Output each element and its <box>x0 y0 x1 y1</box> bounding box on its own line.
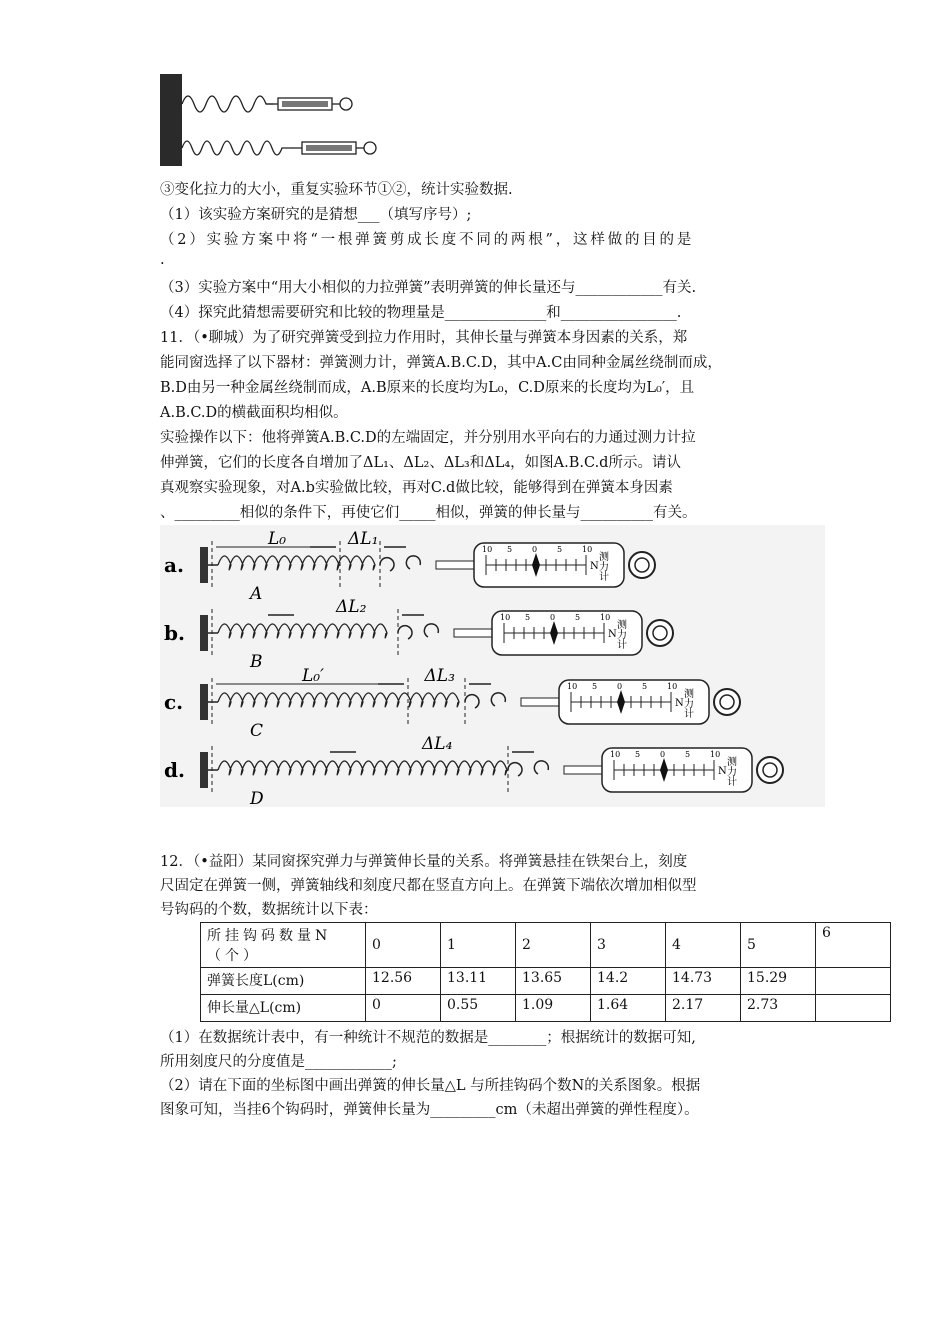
table-cell: 1.09 <box>516 995 591 1022</box>
meter-scale-label: 10 <box>582 545 593 554</box>
q11-line: A.B.C.D的横截面积均相似。 <box>160 405 348 421</box>
meter-rod <box>564 766 602 774</box>
q12-line: 号钩码的个数，数据统计以下表： <box>160 902 378 918</box>
spring-row <box>164 597 673 672</box>
meter-unit-label: N <box>590 561 599 572</box>
meter-scale-label: 10 <box>667 682 678 691</box>
spring-row <box>164 529 655 604</box>
table-cell: 4 <box>666 923 741 968</box>
q12-subquestion-line: 图象可知，当挂6个钩码时，弹簧伸长量为_________cm（未超出弹簧的弹性程度）。 <box>160 1102 699 1118</box>
table-cell: 2.73 <box>741 995 816 1022</box>
wall <box>200 752 208 788</box>
table-cell <box>816 995 891 1022</box>
spring-letter-label: B <box>250 652 263 672</box>
table-row <box>201 968 891 995</box>
q12-subquestion-line: （1）在数据统计表中，有一种统计不规范的数据是________；根据统计的数据可知, <box>160 1030 696 1046</box>
meter-scale-label: 10 <box>710 750 721 759</box>
table-cell: 0.55 <box>441 995 516 1022</box>
row-tag-label: b. <box>164 621 185 645</box>
meter-scale-label: 5 <box>525 613 531 622</box>
q11-line: 能同窗选择了以下器材：弹簧测力计，弹簧A.B.C.D，其中A.C由同种金属丝绕制而成， <box>160 355 722 371</box>
meter-scale-label: 10 <box>610 750 621 759</box>
delta-length-label: ΔL₁ <box>348 529 379 549</box>
spring-letter-label: C <box>250 721 264 741</box>
hook <box>508 761 548 776</box>
meter-label: 测力计 <box>724 756 736 786</box>
hook <box>398 624 438 639</box>
spring-letter-label: A <box>250 584 263 604</box>
meter-unit-label: N <box>675 698 684 709</box>
table-head-cell: 弹簧长度L(cm) <box>201 968 366 995</box>
table-cell: 6 <box>816 923 891 968</box>
q12-line: 尺固定在弹簧一侧，弹簧轴线和刻度尺都在竖直方向上。在弹簧下端依次增加相似型 <box>160 878 697 894</box>
top-spring-illustration <box>160 74 380 170</box>
table-cell: 1.64 <box>591 995 666 1022</box>
meter-label: 测力计 <box>614 619 626 649</box>
text-line: （3）实验方案中“用大小相似的力拉弹簧”表明弹簧的伸长量还与____________有关. <box>160 280 697 296</box>
table-cell: 13.65 <box>516 968 591 995</box>
meter-scale-label: 5 <box>685 750 691 759</box>
meter-scale-label: 10 <box>600 613 611 622</box>
table-cell: 13.11 <box>441 968 516 995</box>
q12-subquestion-line: （2）请在下面的坐标图中画出弹簧的伸长量△L 与所挂钩码个数N的关系图象。根据 <box>160 1078 701 1094</box>
table-cell: 15.29 <box>741 968 816 995</box>
table-cell: 2 <box>516 923 591 968</box>
text-line: . <box>160 252 165 268</box>
q11-line: B.D由另一种金属丝绕制而成，A.B原来的长度均为L₀，C.D原来的长度均为L₀′，且 <box>160 380 695 396</box>
table-head-cell: 所挂钩码数量N（个） <box>201 923 366 968</box>
meter-scale-label: 5 <box>575 613 581 622</box>
table-cell: 2.17 <box>666 995 741 1022</box>
meter-scale-label: 5 <box>507 545 513 554</box>
meter-scale-label: 5 <box>557 545 563 554</box>
q11-line: 真观察实验现象，对A.b实验做比较，再对C.d做比较，能够得到在弹簧本身因素 <box>160 480 673 496</box>
row-tag-label: d. <box>164 758 185 782</box>
spring-coil <box>218 761 507 775</box>
spring-coil <box>218 624 387 638</box>
q12-line: 12．（•益阳）某同窗探究弹力与弹簧伸长量的关系。将弹簧悬挂在铁架台上，刻度 <box>160 854 688 870</box>
meter-scale-label: 0 <box>532 545 538 554</box>
meter-scale-label: 10 <box>482 545 493 554</box>
meter-scale-label: 0 <box>550 613 556 622</box>
q11-line: 、_________相似的条件下，再使它们_____相似，弹簧的伸长量与__________有关。 <box>160 505 697 521</box>
q11-line: 伸弹簧，它们的长度各自增加了ΔL₁、ΔL₂、ΔL₃和ΔL₄，如图A.B.C.d所示。请认 <box>160 455 681 471</box>
table-cell: 12.56 <box>366 968 441 995</box>
meter-scale-label: 10 <box>567 682 578 691</box>
table-cell <box>816 968 891 995</box>
row-tag-label: a. <box>164 553 184 577</box>
meter-scale-label: 5 <box>642 682 648 691</box>
spring-coil <box>218 556 375 570</box>
wall <box>200 684 208 720</box>
row-tag-label: c. <box>164 690 184 714</box>
meter-rod <box>521 698 559 706</box>
meter-scale-label: 5 <box>592 682 598 691</box>
spring-row <box>164 734 783 807</box>
table-head-cell: 伸长量△L(cm) <box>201 995 366 1022</box>
delta-length-label: ΔL₂ <box>336 597 367 617</box>
q12-subquestion-line: 所用刻度尺的分度值是____________; <box>160 1054 397 1070</box>
text-line: （2）实验方案中将“一根弹簧剪成长度不同的两根”，这样做的目的是 <box>160 232 695 248</box>
meter-scale-label: 0 <box>617 682 623 691</box>
table-cell: 0 <box>366 923 441 968</box>
q11-line: 11．（•聊城）为了研究弹簧受到拉力作用时，其伸长量与弹簧本身因素的关系，郑 <box>160 330 688 346</box>
meter-rod <box>454 629 492 637</box>
table-cell: 0 <box>366 995 441 1022</box>
hook <box>465 693 505 708</box>
table-cell: 14.2 <box>591 968 666 995</box>
delta-length-label: ΔL₃ <box>424 666 455 686</box>
meter-scale-label: 10 <box>500 613 511 622</box>
spring-letter-label: D <box>250 789 264 807</box>
meter-scale-label: 5 <box>635 750 641 759</box>
text-line: ③变化拉力的大小，重复实验环节①②，统计实验数据. <box>160 182 513 198</box>
meter-label: 测力计 <box>596 551 608 581</box>
original-length-label: L₀ <box>268 529 287 549</box>
hook <box>380 556 420 571</box>
data-table <box>200 922 891 1022</box>
text-line: （1）该实验方案研究的是猜想___（填写序号）; <box>160 207 472 223</box>
wall <box>200 615 208 651</box>
meter-unit-label: N <box>718 766 727 777</box>
table-cell: 5 <box>741 923 816 968</box>
spring-experiment-figure <box>160 525 825 807</box>
meter-label: 测力计 <box>681 688 693 718</box>
spring-row <box>164 666 740 741</box>
spring-coil <box>218 693 459 707</box>
delta-length-label: ΔL₄ <box>422 734 453 754</box>
q11-line: 实验操作以下：他将弹簧A.B.C.D的左端固定，并分别用水平向右的力通过测力计拉 <box>160 430 696 446</box>
meter-scale-label: 0 <box>660 750 666 759</box>
table-cell: 14.73 <box>666 968 741 995</box>
table-row <box>201 995 891 1022</box>
original-length-label: L₀′ <box>302 666 324 686</box>
table-cell: 3 <box>591 923 666 968</box>
meter-rod <box>436 561 474 569</box>
text-line: （4）探究此猜想需要研究和比较的物理量是______________和________________. <box>160 305 682 321</box>
table-cell: 1 <box>441 923 516 968</box>
meter-unit-label: N <box>608 629 617 640</box>
wall <box>200 547 208 583</box>
table-row <box>201 923 891 968</box>
